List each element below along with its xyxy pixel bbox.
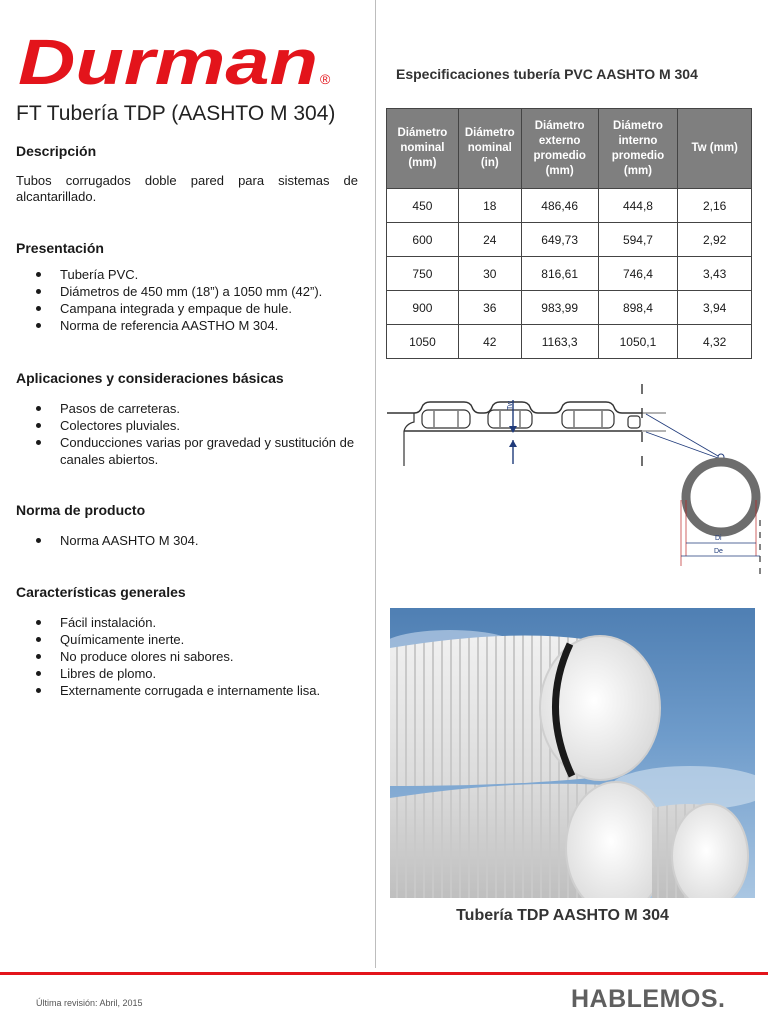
leader-line: [646, 432, 718, 458]
left-column: [16, 143, 358, 699]
tw-arrow-bottom: [509, 440, 517, 447]
norma-heading: Norma de producto: [16, 502, 146, 518]
table-cell: 18: [458, 189, 521, 223]
leader-line: [646, 414, 718, 456]
table-cell: 1163,3: [521, 325, 598, 359]
table-cell: 1050,1: [598, 325, 678, 359]
registered-mark: ®: [320, 71, 331, 87]
table-cell: 4,32: [678, 325, 752, 359]
tw-arrow-top: [509, 426, 517, 433]
tw-label: Tw: [507, 401, 514, 410]
list-item: Externamente corrugada e internamente lisa.: [16, 682, 358, 699]
right-pipe-opening: [672, 804, 748, 898]
list-item: Conducciones varias por gravedad y sustitución de canales abiertos.: [16, 434, 358, 468]
corrugation-cell: [488, 410, 532, 428]
corrugated-wall-profile: [387, 402, 642, 413]
table-cell: 24: [458, 223, 521, 257]
list-item: Químicamente inerte.: [16, 631, 358, 648]
table-cell: 3,94: [678, 291, 752, 325]
descripcion-text: Tubos corrugados doble pared para sistemas de alcantarillado.: [16, 173, 358, 204]
aplicaciones-heading: Aplicaciones y consideraciones básicas: [16, 370, 284, 386]
table-cell: 486,46: [521, 189, 598, 223]
table-cell: 898,4: [598, 291, 678, 325]
durman-logo: [16, 26, 346, 96]
table-cell: 983,99: [521, 291, 598, 325]
header-diametro-interno: Diámetro interno promedio (mm): [598, 109, 678, 189]
table-cell: 594,7: [598, 223, 678, 257]
table-cell: 3,43: [678, 257, 752, 291]
pipe-product-photo: [390, 608, 755, 898]
table-cell: 900: [387, 291, 459, 325]
caracteristicas-heading: Características generales: [16, 584, 186, 600]
norma-list: [16, 532, 358, 549]
revision-date: Última revisión: Abril, 2015: [36, 998, 143, 1008]
presentacion-list: [16, 266, 358, 334]
list-item: Norma de referencia AASTHO M 304.: [16, 317, 358, 334]
corrugation-cell: [628, 416, 640, 428]
table-header-row: [387, 109, 752, 189]
table-cell: 1050: [387, 325, 459, 359]
table-cell: 746,4: [598, 257, 678, 291]
header-diametro-nominal-mm: Diámetro nominal (mm): [387, 109, 459, 189]
specs-title: Especificaciones tubería PVC AASHTO M 304: [396, 66, 698, 82]
list-item: Diámetros de 450 mm (18”) a 1050 mm (42”).: [16, 283, 358, 300]
pipe-cross-section-ring: [686, 462, 756, 532]
aplicaciones-list: [16, 400, 358, 468]
list-item: Pasos de carreteras.: [16, 400, 358, 417]
table-cell: 444,8: [598, 189, 678, 223]
presentacion-heading: Presentación: [16, 240, 104, 256]
photo-caption: Tubería TDP AASHTO M 304: [456, 907, 669, 924]
table-cell: 2,16: [678, 189, 752, 223]
column-divider: [375, 0, 376, 968]
table-row: [387, 325, 752, 359]
di-label: Di: [715, 535, 722, 542]
list-item: Fácil instalación.: [16, 614, 358, 631]
list-item: Libres de plomo.: [16, 665, 358, 682]
table-cell: 600: [387, 223, 459, 257]
corrugation-cell: [562, 410, 614, 428]
bottom-pipe-opening: [566, 782, 666, 898]
table-row: [387, 291, 752, 325]
list-item: No produce olores ni sabores.: [16, 648, 358, 665]
caracteristicas-list: [16, 614, 358, 699]
list-item: Tubería PVC.: [16, 266, 358, 283]
table-cell: 649,73: [521, 223, 598, 257]
header-tw: Tw (mm): [678, 109, 752, 189]
corrugation-cell: [422, 410, 470, 428]
descripcion-heading: Descripción: [16, 143, 97, 159]
table-cell: 36: [458, 291, 521, 325]
header-diametro-externo: Diámetro externo promedio (mm): [521, 109, 598, 189]
document-title: FT Tubería TDP (AASHTO M 304): [16, 102, 336, 125]
list-item: Norma AASHTO M 304.: [16, 532, 358, 549]
pipe-profile-diagram: [384, 380, 768, 580]
header-diametro-nominal-in: Diámetro nominal (in): [458, 109, 521, 189]
table-cell: 30: [458, 257, 521, 291]
table-cell: 816,61: [521, 257, 598, 291]
footer-red-rule: [0, 972, 768, 975]
list-item: Colectores pluviales.: [16, 417, 358, 434]
footer-brand-slogan: HABLEMOS.: [571, 985, 726, 1013]
logo-wordmark: Durman: [18, 26, 318, 96]
list-item: Campana integrada y empaque de hule.: [16, 300, 358, 317]
table-cell: 2,92: [678, 223, 752, 257]
left-wall-edge: [404, 413, 414, 431]
table-cell: 42: [458, 325, 521, 359]
table-row: [387, 257, 752, 291]
table-cell: 750: [387, 257, 459, 291]
table-cell: 450: [387, 189, 459, 223]
table-row: [387, 223, 752, 257]
de-label: De: [714, 548, 723, 555]
specs-table: [386, 108, 752, 359]
table-row: [387, 189, 752, 223]
